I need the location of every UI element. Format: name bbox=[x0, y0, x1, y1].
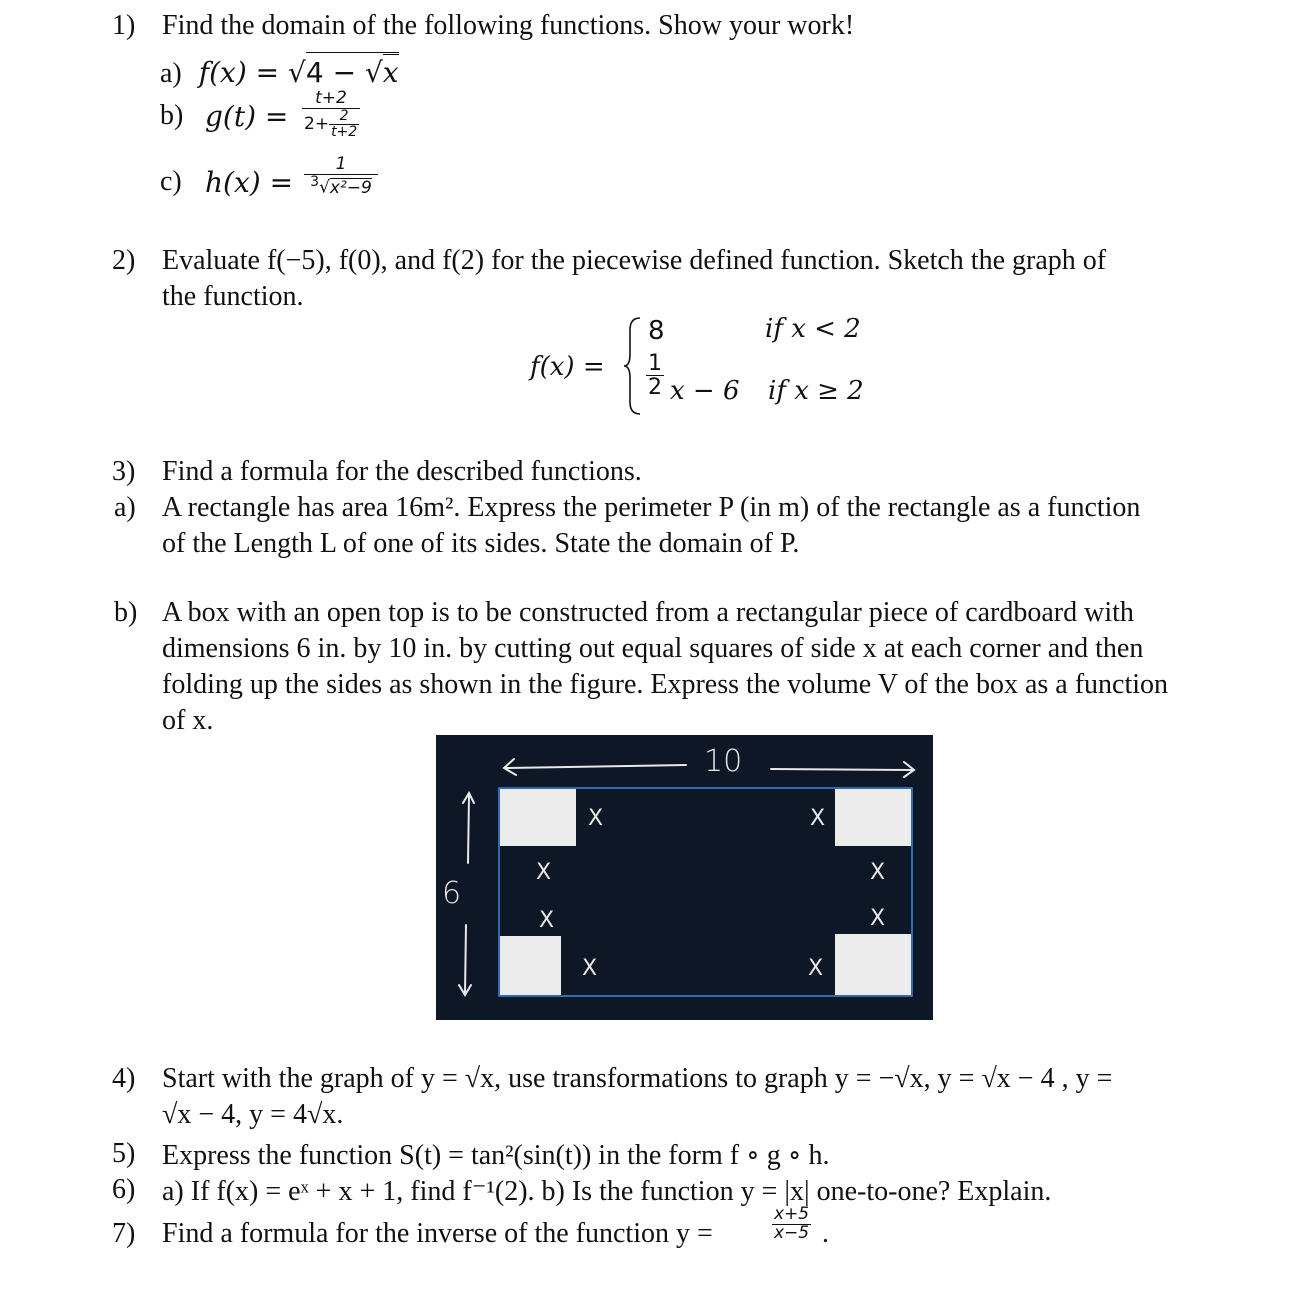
q1b-label: b) bbox=[160, 100, 184, 131]
q6-text: a) If f(x) = eˣ + x + 1, find f⁻¹(2). b) Is the function y = |x| one-to-one? Explain. bbox=[162, 1176, 1052, 1207]
q2-case2-expr: x − 6 bbox=[670, 376, 740, 406]
q1c-lhs: h(x) = bbox=[205, 166, 294, 199]
x-mark-bottom-left-horizontal: X bbox=[582, 956, 598, 981]
q4-number: 4) bbox=[112, 1063, 136, 1094]
q1a-label: a) bbox=[160, 58, 182, 89]
q3a-line1: A rectangle has area 16m². Express the perimeter P (in m) of the rectangle as a function bbox=[162, 492, 1141, 523]
height-label: 6 bbox=[442, 876, 462, 911]
q3-text: Find a formula for the described functions. bbox=[162, 456, 642, 487]
width-label: 10 bbox=[704, 744, 743, 779]
q2-number: 2) bbox=[112, 245, 136, 276]
corner-square-tr bbox=[835, 789, 911, 846]
q1a-radicand: 4 − √x bbox=[306, 52, 399, 89]
q2-lhs: f(x) = bbox=[530, 352, 605, 382]
q4-line2: √x − 4, y = 4√x. bbox=[162, 1099, 344, 1130]
q3b-line1: A box with an open top is to be constructed from a rectangular piece of cardboard with bbox=[162, 597, 1134, 628]
q7-fraction: $\frac{x+5}{x-5}$ bbox=[774, 1204, 810, 1243]
x-mark-bottom-right-horizontal: X bbox=[808, 956, 824, 981]
corner-square-br bbox=[835, 934, 911, 995]
q1b-fraction: t+2 2+ $\frac{2}{t+2}$ bbox=[302, 90, 361, 139]
q2-case2-fraction: $\frac{1}{2}$ bbox=[648, 351, 662, 401]
q1-text: Find the domain of the following functions. Show your work! bbox=[162, 10, 855, 41]
q2-line1: Evaluate f(−5), f(0), and f(2) for the piecewise defined function. Sketch the graph of bbox=[162, 245, 1107, 276]
q1c-label: c) bbox=[160, 166, 182, 197]
x-mark-right-lower: X bbox=[870, 906, 886, 931]
q6-number: 6) bbox=[112, 1174, 136, 1205]
q4-line1: Start with the graph of y = √x, use transformations to graph y = −√x, y = √x − 4 , y = bbox=[162, 1063, 1113, 1094]
q7-number: 7) bbox=[112, 1218, 136, 1249]
q2-case2-cond: if x ≥ 2 bbox=[768, 376, 864, 406]
q2-brace-icon bbox=[624, 316, 644, 416]
q1b-lhs: g(t) = bbox=[205, 100, 289, 133]
q2-case1-cond: if x < 2 bbox=[765, 314, 861, 344]
q3b-label: b) bbox=[114, 597, 138, 628]
q3a-label: a) bbox=[114, 492, 136, 523]
corner-square-tl bbox=[500, 789, 576, 846]
x-mark-top-right-horizontal: X bbox=[810, 806, 826, 831]
corner-square-bl bbox=[500, 936, 561, 995]
x-mark-left-lower: X bbox=[539, 908, 555, 933]
q2-piecewise bbox=[530, 312, 910, 422]
q3a-line2: of the Length L of one of its sides. State the domain of P. bbox=[162, 528, 800, 559]
q3b-line3: folding up the sides as shown in the figure. Express the volume V of the box as a function bbox=[162, 669, 1169, 700]
q7-text: Find a formula for the inverse of the function y = bbox=[162, 1218, 713, 1249]
q7-period: . bbox=[822, 1218, 829, 1249]
x-mark-top-left-horizontal: X bbox=[588, 806, 604, 831]
q1-number: 1) bbox=[112, 10, 136, 41]
x-mark-right-upper: X bbox=[870, 860, 886, 885]
q2-case1-expr: 8 bbox=[648, 316, 665, 346]
q5-number: 5) bbox=[112, 1138, 136, 1169]
q1c-fraction: $\frac{1}{^3√x^2-9}$ bbox=[304, 156, 378, 197]
x-mark-left-upper: X bbox=[536, 860, 552, 885]
q1a-row: a) f(x) = √4 − √x bbox=[160, 52, 399, 90]
q3b-line2: dimensions 6 in. by 10 in. by cutting out equal squares of side x at each corner and then bbox=[162, 633, 1144, 664]
box-figure bbox=[436, 735, 933, 1020]
q3-number: 3) bbox=[112, 456, 136, 487]
q1a-lhs: f(x) = bbox=[198, 56, 289, 89]
q2-line2: the function. bbox=[162, 281, 304, 312]
q5-text: Express the function S(t) = tan²(sin(t)) in the form f ∘ g ∘ h. bbox=[162, 1140, 830, 1171]
q3b-line4: of x. bbox=[162, 705, 214, 736]
